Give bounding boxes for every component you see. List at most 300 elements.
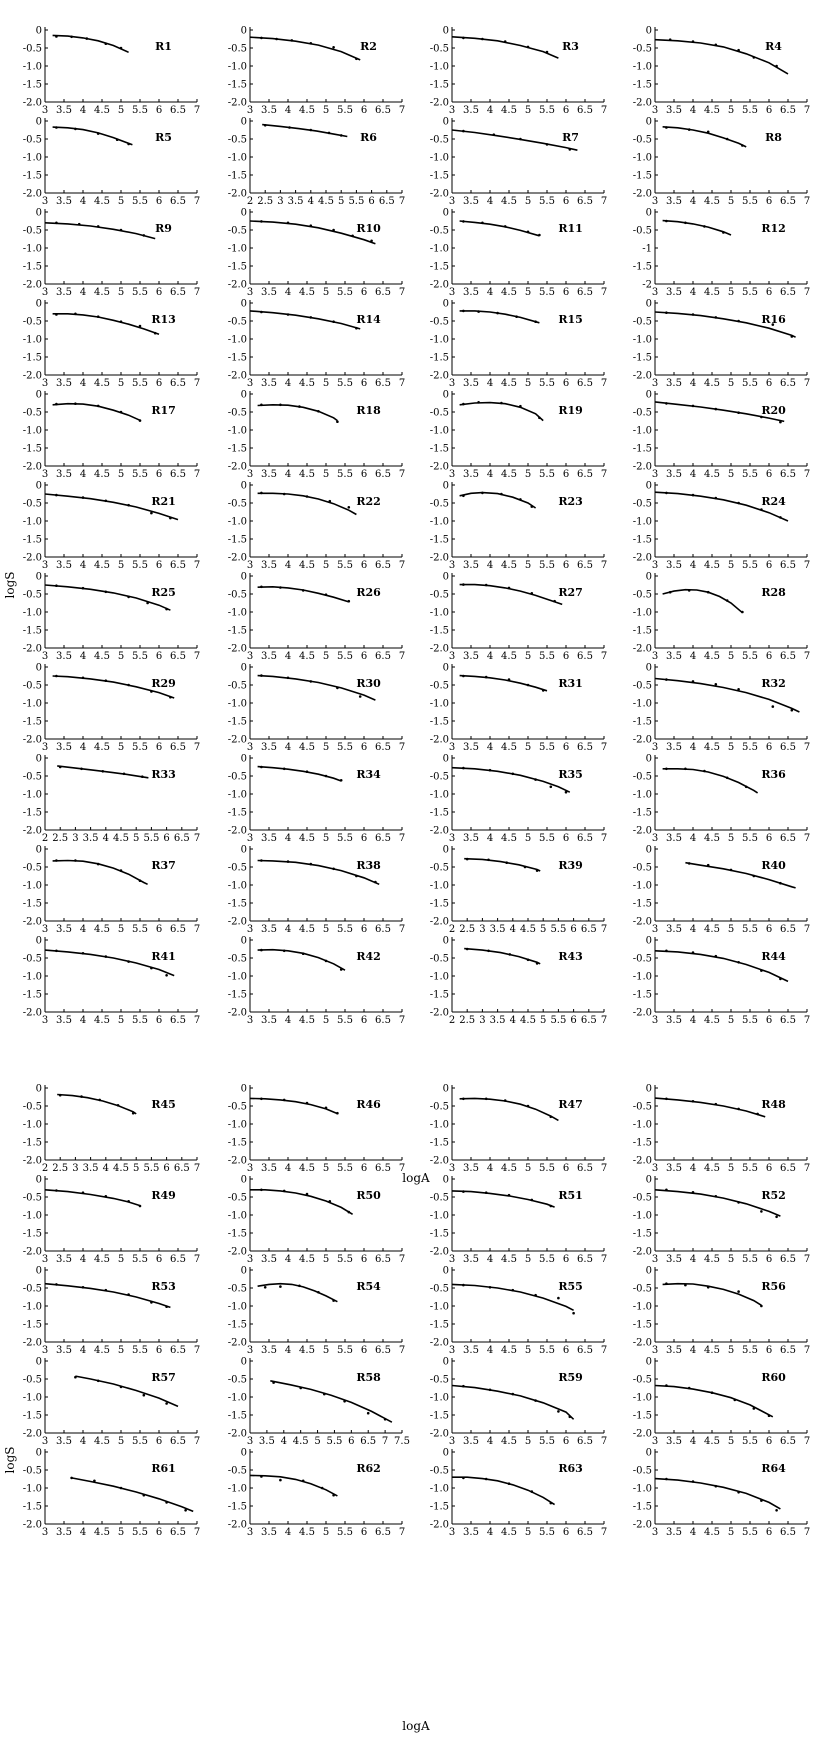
y-tick-label: -1.0 [22,425,42,437]
data-point [74,128,77,131]
data-point [260,1189,263,1192]
data-point [55,35,58,38]
data-point [684,222,687,225]
x-tick-label: 3.5 [56,924,72,935]
x-tick-label: 6.5 [375,1015,391,1026]
y-tick-label: -0.5 [429,316,449,328]
x-tick-label: 6.5 [170,196,186,207]
x-tick-label: 5 [524,651,532,662]
x-tick-label: 4.5 [704,1527,720,1538]
y-tick-label: -0.5 [632,1374,652,1386]
data-point [150,690,153,693]
x-tick-label: 5.5 [742,469,758,480]
data-point [340,134,343,137]
y-tick-label: -1.5 [429,1501,449,1513]
x-tick-label: 4 [486,833,494,844]
data-point [169,696,172,699]
data-point [165,1305,168,1308]
panel-label: R11 [558,222,583,235]
y-tick-label: 0 [645,1447,652,1459]
data-point [139,419,142,422]
y-tick-label: -1.0 [22,698,42,710]
panel-label: R15 [558,313,583,326]
y-tick-label: -1.5 [227,1410,247,1422]
y-tick-label: -1.0 [22,243,42,255]
data-point [756,1113,759,1116]
x-tick-label: 3.5 [56,560,72,571]
data-point [531,505,534,508]
x-tick-label: 5 [727,469,735,480]
x-tick-label: 3 [651,1015,659,1026]
panel-label: R34 [356,768,381,781]
x-tick-label: 4 [102,1163,109,1174]
panel-label: R45 [151,1098,176,1111]
x-tick-label: 7 [398,1015,406,1026]
data-point [120,411,123,414]
y-tick-label: -1.0 [22,1483,42,1495]
x-tick-label: 3 [448,1345,456,1356]
x-tick-label: 4.5 [94,651,110,662]
data-point [775,1216,778,1219]
x-tick-label: 6 [765,378,773,389]
x-tick-label: 5.5 [132,1436,148,1447]
y-tick-label: 0 [442,389,449,401]
x-tick-label: 3 [41,1254,49,1265]
x-tick-label: 6.5 [577,1163,593,1174]
x-tick-label: 5.5 [337,287,353,298]
data-point [272,1381,275,1384]
y-tick-label: -0.5 [429,589,449,601]
x-tick-label: 5 [117,742,125,753]
x-tick-label: 4.5 [501,1527,517,1538]
x-tick-label: 6 [360,833,368,844]
x-tick-label: 5 [322,833,330,844]
panel-label: R55 [558,1280,583,1293]
y-tick-label: -0.5 [227,1283,247,1295]
y-tick-label: -0.5 [632,680,652,692]
x-tick-label: 5 [524,1527,532,1538]
y-tick-label: 0 [645,389,652,401]
x-axis-title-top: logA [402,1171,430,1185]
y-tick-label: -2.0 [22,188,42,200]
y-tick-label: -2.0 [22,97,42,109]
x-tick-label: 7 [803,469,811,480]
x-tick-label: 6.5 [170,287,186,298]
x-tick-label: 5.5 [742,1436,758,1447]
y-tick-label: 0 [645,662,652,674]
y-tick-label: -1.0 [227,789,247,801]
y-tick-label: -2.0 [227,1519,247,1531]
y-tick-label: -2.0 [22,825,42,837]
x-tick-label: 3.5 [666,469,682,480]
y-tick-label: 0 [35,207,42,219]
data-point [527,46,530,49]
data-point [310,129,313,132]
y-tick-label: -1.5 [227,534,247,546]
y-tick-label: -1.5 [632,1137,652,1149]
y-tick-label: -1.5 [227,989,247,1001]
data-point [93,1480,96,1483]
x-tick-label: 5 [524,1345,532,1356]
x-tick-label: 7 [600,560,608,571]
x-tick-label: 3 [651,1527,659,1538]
x-tick-label: 6.5 [375,833,391,844]
data-point [722,231,725,234]
y-tick-label: -1.0 [227,152,247,164]
x-tick-label: 7 [398,833,406,844]
data-point [569,148,572,151]
y-tick-label: -1.0 [22,1210,42,1222]
x-tick-label: 3 [246,378,254,389]
x-tick-label: 5.5 [742,1527,758,1538]
panel-label: R8 [765,131,782,144]
y-tick-label: -1.0 [227,1392,247,1404]
x-tick-label: 5.5 [132,1345,148,1356]
data-point [692,951,695,954]
y-tick-label: -1.5 [227,1228,247,1240]
x-tick-label: 6.5 [577,1345,593,1356]
x-tick-label: 5 [727,833,735,844]
y-tick-label: -2.0 [429,97,449,109]
data-point [97,1380,100,1383]
x-tick-label: 5 [727,378,735,389]
y-tick-label: -0.5 [429,498,449,510]
x-tick-label: 3 [651,1345,659,1356]
data-point [279,1285,282,1288]
x-tick-label: 5.5 [337,1163,353,1174]
x-tick-label: 4 [79,742,87,753]
x-tick-label: 3.5 [463,1436,479,1447]
y-tick-label: -1.5 [429,898,449,910]
panel-label: R30 [356,677,381,690]
data-point [692,40,695,43]
x-tick-label: 6 [562,833,570,844]
x-tick-label: 5 [117,1436,125,1447]
x-tick-label: 6.5 [577,1254,593,1265]
x-tick-label: 7 [600,651,608,662]
x-tick-label: 4.5 [299,378,315,389]
y-tick-label: -1.5 [227,1319,247,1331]
data-point [275,38,278,41]
y-tick-label: -1.5 [227,716,247,728]
y-tick-label: -2.0 [227,461,247,473]
data-point [328,132,331,135]
data-point [557,1297,560,1300]
data-point [98,1099,101,1102]
data-point [310,863,313,866]
data-point [306,770,309,773]
x-tick-label: 4 [689,560,697,571]
data-point [165,1501,168,1504]
data-point [572,1312,575,1315]
data-point [355,875,358,878]
panel-label: R18 [356,404,381,417]
x-tick-label: 4.5 [113,833,129,844]
y-tick-label: -1.5 [429,1228,449,1240]
y-tick-label: 0 [240,935,247,947]
y-tick-label: -1.0 [632,880,652,892]
x-tick-label: 6 [155,469,163,480]
y-tick-label: 0 [240,207,247,219]
y-axis-title-bottom: logS [3,1446,17,1474]
x-tick-label: 7 [600,1527,608,1538]
y-tick-label: 0 [442,207,449,219]
panel-label: R39 [558,859,583,872]
y-tick-label: -0.5 [227,953,247,965]
y-tick-label: -1.5 [632,79,652,91]
y-tick-label: -0.5 [429,1465,449,1477]
y-tick-label: -1.0 [227,334,247,346]
x-tick-label: 4 [486,1254,494,1265]
x-tick-label: 6 [562,651,570,662]
data-point [745,786,748,789]
x-tick-label: 3 [448,742,456,753]
y-tick-label: -2.0 [429,643,449,655]
data-point [310,224,313,227]
x-tick-label: 3 [41,1436,49,1447]
data-point [462,495,465,498]
panel-label: R60 [761,1371,786,1384]
y-tick-label: -1.0 [22,971,42,983]
x-tick-label: 3.5 [287,196,304,207]
y-tick-label: -2.0 [632,461,652,473]
x-tick-label: 4.5 [501,833,517,844]
x-tick-label: 6.5 [375,1345,391,1356]
data-point [127,684,130,687]
data-point [55,950,58,953]
x-tick-label: 3 [448,105,456,116]
x-tick-label: 2 [448,924,456,935]
x-tick-label: 6 [155,742,163,753]
y-tick-label: -1.5 [632,989,652,1001]
y-tick-label: 0 [35,662,42,674]
data-point [512,773,515,776]
x-tick-label: 6 [562,1436,570,1447]
x-tick-label: 6.5 [780,469,796,480]
y-tick-label: 0 [35,25,42,37]
data-point [165,1402,168,1405]
x-tick-label: 6 [155,105,163,116]
y-tick-label: 0 [240,571,247,583]
x-tick-label: 6.5 [780,1436,796,1447]
data-point [665,950,668,953]
x-tick-label: 3 [448,378,456,389]
x-tick-label: 5.5 [337,1254,353,1265]
y-tick-label: -0.5 [429,1283,449,1295]
x-tick-label: 3.5 [82,1163,99,1174]
y-tick-label: -0.5 [632,771,652,783]
data-point [665,220,668,223]
data-point [146,602,149,605]
x-tick-label: 5 [117,560,125,571]
y-tick-label: -2.0 [227,552,247,564]
data-point [260,859,263,862]
x-tick-label: 3 [246,1345,254,1356]
data-point [283,768,286,771]
x-tick-label: 3 [651,196,659,207]
y-tick-label: -0.5 [227,1374,247,1386]
x-tick-label: 5.5 [742,651,758,662]
data-point [325,960,328,963]
x-tick-label: 6.5 [780,742,796,753]
data-point [496,312,499,315]
data-point [665,1098,668,1101]
y-tick-label: 0 [35,480,42,492]
data-point [715,316,718,319]
y-tick-label: 0 [645,1265,652,1277]
data-point [760,1499,763,1502]
x-tick-label: 6 [765,651,773,662]
data-point [692,680,695,683]
y-tick-label: -0.5 [227,589,247,601]
x-tick-label: 3.5 [666,560,682,571]
data-point [283,1099,286,1102]
y-tick-label: 0 [240,1356,247,1368]
x-tick-label: 3.5 [666,287,682,298]
data-point [565,791,568,794]
x-tick-label: 3 [246,924,254,935]
data-point [55,1283,58,1286]
y-tick-label: -0.5 [22,498,42,510]
data-point [120,869,123,872]
y-tick-label: 0 [240,480,247,492]
panel-label: R28 [761,586,786,599]
x-tick-label: 5.5 [742,833,758,844]
x-tick-label: 3 [448,651,456,662]
data-point [102,770,105,773]
data-point [279,1479,282,1482]
x-tick-label: 6.5 [577,1436,593,1447]
x-tick-label: 4 [486,196,494,207]
x-tick-label: 5 [727,287,735,298]
x-tick-label: 3 [41,560,49,571]
x-tick-label: 5 [133,1163,140,1174]
y-tick-label: -1.0 [429,698,449,710]
y-tick-label: 0 [35,571,42,583]
data-point [165,608,168,611]
y-tick-label: -0.5 [632,498,652,510]
x-tick-label: 4.5 [501,105,517,116]
panel-label: R22 [356,495,381,508]
x-tick-label: 3 [72,1163,79,1174]
x-tick-label: 5 [727,1015,735,1026]
x-tick-label: 2.5 [459,1015,476,1026]
y-tick-label: -1.5 [22,1501,42,1513]
data-point [74,1376,77,1379]
x-tick-label: 7 [381,1436,389,1447]
x-tick-label: 4.5 [292,1436,309,1447]
data-point [665,311,668,314]
x-tick-label: 3.5 [463,651,479,662]
x-tick-label: 7 [803,1254,811,1265]
y-tick-label: -0.5 [22,1101,42,1113]
data-point [97,405,100,408]
data-point [500,402,503,405]
data-point [260,674,263,677]
x-tick-label: 3.5 [261,833,277,844]
data-point [154,332,157,335]
x-tick-label: 7 [803,1527,811,1538]
panel-label: R21 [151,495,176,508]
y-tick-label: -1.5 [22,716,42,728]
panel-label: R1 [155,40,172,53]
y-tick-label: 0 [645,844,652,856]
data-point [665,402,668,405]
y-tick-label: -0.5 [22,134,42,146]
y-tick-label: -2.0 [632,1519,652,1531]
x-tick-label: 3.5 [261,1254,277,1265]
y-tick-label: -0.5 [227,134,247,146]
data-point [74,313,77,316]
y-tick-label: -1.5 [429,1410,449,1422]
data-point [715,408,718,411]
data-point [737,49,740,52]
data-point [348,506,351,509]
x-tick-label: 3 [41,742,49,753]
panel-label: R31 [558,677,583,690]
data-point [332,320,335,323]
data-point [553,600,556,603]
data-point [665,678,668,681]
y-tick-label: -1.5 [632,443,652,455]
y-tick-label: 0 [240,1265,247,1277]
y-tick-label: -2.0 [429,1155,449,1167]
data-point [117,1104,120,1107]
x-tick-label: 5.5 [337,1015,353,1026]
data-point [500,493,503,496]
x-tick-label: 3.5 [463,833,479,844]
x-tick-label: 5 [322,924,330,935]
x-tick-label: 7 [398,1527,406,1538]
data-point [310,316,313,319]
y-tick-label: -1.0 [429,243,449,255]
panel-label: R44 [761,950,786,963]
x-tick-label: 7 [193,287,201,298]
x-tick-label: 4 [486,469,494,480]
x-tick-label: 6.5 [577,1527,593,1538]
x-tick-label: 7 [193,105,201,116]
x-tick-label: 6 [360,287,368,298]
x-tick-label: 4.5 [299,1345,315,1356]
x-tick-label: 7 [803,287,811,298]
data-point [105,1195,108,1198]
y-tick-label: 0 [442,571,449,583]
y-tick-label: -0.5 [632,134,652,146]
x-tick-label: 3 [651,560,659,571]
data-point [348,600,351,603]
data-point [715,44,718,47]
x-tick-label: 3.5 [489,1015,506,1026]
y-tick-label: -1.0 [227,243,247,255]
y-tick-label: -1.5 [429,79,449,91]
data-point [527,1105,530,1108]
x-tick-label: 3.5 [56,1345,72,1356]
x-tick-label: 3 [448,833,456,844]
y-tick-label: -1.0 [632,1119,652,1131]
x-tick-label: 4.5 [704,1436,720,1447]
x-tick-label: 3.5 [463,287,479,298]
x-tick-label: 6 [155,1345,163,1356]
panel-label: R29 [151,677,176,690]
data-point [703,770,706,773]
x-tick-label: 7 [398,1254,406,1265]
data-point [692,313,695,316]
x-tick-label: 5.5 [539,105,555,116]
data-point [462,220,465,223]
x-tick-label: 6 [765,196,773,207]
x-tick-label: 6 [562,105,570,116]
x-tick-label: 4.5 [704,105,720,116]
